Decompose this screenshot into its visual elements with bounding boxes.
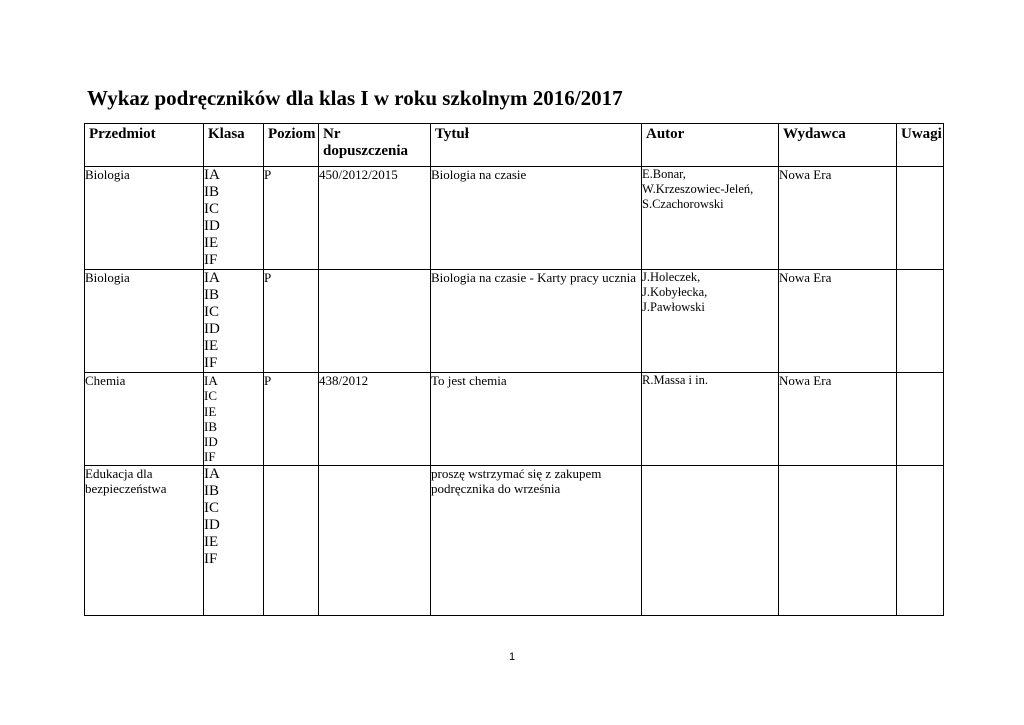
cell-klasa bbox=[204, 270, 264, 373]
klasa-item: IF bbox=[204, 550, 218, 567]
author-line: J.Kobyłecka, bbox=[642, 285, 708, 299]
cell-tytul: Biologia na czasie - Karty pracy ucznia bbox=[431, 270, 642, 373]
cell-uwagi bbox=[897, 465, 944, 615]
klasa-item: IC bbox=[204, 499, 219, 516]
textbook-table bbox=[84, 123, 944, 616]
klasa-item: IB bbox=[204, 184, 219, 200]
klasa-item: IB bbox=[204, 287, 219, 303]
cell-przedmiot: Biologia bbox=[85, 167, 204, 270]
header-przedmiot: Przedmiot bbox=[85, 124, 204, 167]
table-row bbox=[85, 465, 944, 615]
cell-nr-dopuszczenia: 450/2012/2015 bbox=[319, 167, 431, 270]
cell-poziom: P bbox=[264, 167, 319, 270]
author-line: S.Czachorowski bbox=[642, 197, 724, 211]
cell-uwagi bbox=[897, 167, 944, 270]
cell-autor bbox=[642, 373, 779, 466]
klasa-item: IA bbox=[204, 167, 220, 183]
cell-klasa bbox=[204, 465, 264, 615]
cell-poziom: P bbox=[264, 373, 319, 466]
author-line: J.Holeczek, bbox=[642, 270, 701, 284]
cell-wydawca: Nowa Era bbox=[779, 373, 897, 466]
author-line: R.Massa i in. bbox=[642, 373, 708, 387]
klasa-item: IF bbox=[204, 252, 218, 268]
cell-klasa bbox=[204, 167, 264, 270]
klasa-item: ID bbox=[204, 434, 218, 450]
cell-tytul: To jest chemia bbox=[431, 373, 642, 466]
klasa-item: IC bbox=[204, 388, 217, 404]
cell-wydawca: Nowa Era bbox=[779, 167, 897, 270]
cell-wydawca bbox=[779, 465, 897, 615]
cell-przedmiot: Biologia bbox=[85, 270, 204, 373]
cell-poziom: P bbox=[264, 270, 319, 373]
table-row bbox=[85, 373, 944, 466]
table-row bbox=[85, 167, 944, 270]
klasa-item: IA bbox=[204, 465, 220, 482]
klasa-item: IE bbox=[204, 533, 219, 550]
author-line: W.Krzeszowiec-Jeleń, bbox=[642, 182, 754, 196]
klasa-item: IC bbox=[204, 201, 219, 217]
cell-uwagi bbox=[897, 373, 944, 466]
header-tytul: Tytuł bbox=[431, 124, 642, 167]
cell-autor bbox=[642, 270, 779, 373]
cell-nr-dopuszczenia bbox=[319, 270, 431, 373]
cell-nr-dopuszczenia: 438/2012 bbox=[319, 373, 431, 466]
cell-uwagi bbox=[897, 270, 944, 373]
page-title: Wykaz podręczników dla klas I w roku szkolnym 2016/2017 bbox=[87, 86, 623, 110]
header-poziom: Poziom bbox=[264, 124, 319, 167]
table-row bbox=[85, 270, 944, 373]
klasa-item: IE bbox=[204, 235, 219, 251]
cell-autor bbox=[642, 465, 779, 615]
author-line: E.Bonar, bbox=[642, 167, 686, 181]
cell-nr-dopuszczenia bbox=[319, 465, 431, 615]
klasa-item: ID bbox=[204, 218, 220, 234]
page-number: 1 bbox=[508, 651, 516, 663]
cell-autor bbox=[642, 167, 779, 270]
cell-klasa bbox=[204, 373, 264, 466]
cell-wydawca: Nowa Era bbox=[779, 270, 897, 373]
cell-tytul: proszę wstrzymać się z zakupem podręcznika do września bbox=[431, 465, 642, 615]
klasa-item: IF bbox=[204, 449, 216, 465]
klasa-item: ID bbox=[204, 321, 220, 337]
cell-poziom bbox=[264, 465, 319, 615]
klasa-item: IF bbox=[204, 355, 218, 371]
cell-przedmiot: Chemia bbox=[85, 373, 204, 466]
header-autor: Autor bbox=[642, 124, 779, 167]
klasa-item: IB bbox=[204, 482, 219, 499]
header-uwagi: Uwagi bbox=[897, 124, 944, 167]
klasa-item: IA bbox=[204, 373, 218, 388]
cell-przedmiot: Edukacja dla bezpieczeństwa bbox=[85, 465, 204, 615]
cell-tytul: Biologia na czasie bbox=[431, 167, 642, 270]
header-klasa: Klasa bbox=[204, 124, 264, 167]
klasa-item: IE bbox=[204, 403, 217, 419]
header-wydawca: Wydawca bbox=[779, 124, 897, 167]
klasa-item: IC bbox=[204, 304, 219, 320]
header-nr-dopuszczenia: Nr dopuszczenia bbox=[319, 124, 431, 167]
table-header-row bbox=[85, 124, 944, 167]
author-line: J.Pawłowski bbox=[642, 300, 705, 314]
klasa-item: IB bbox=[204, 418, 217, 434]
klasa-item: IA bbox=[204, 270, 220, 286]
klasa-item: ID bbox=[204, 516, 220, 533]
klasa-item: IE bbox=[204, 338, 219, 354]
